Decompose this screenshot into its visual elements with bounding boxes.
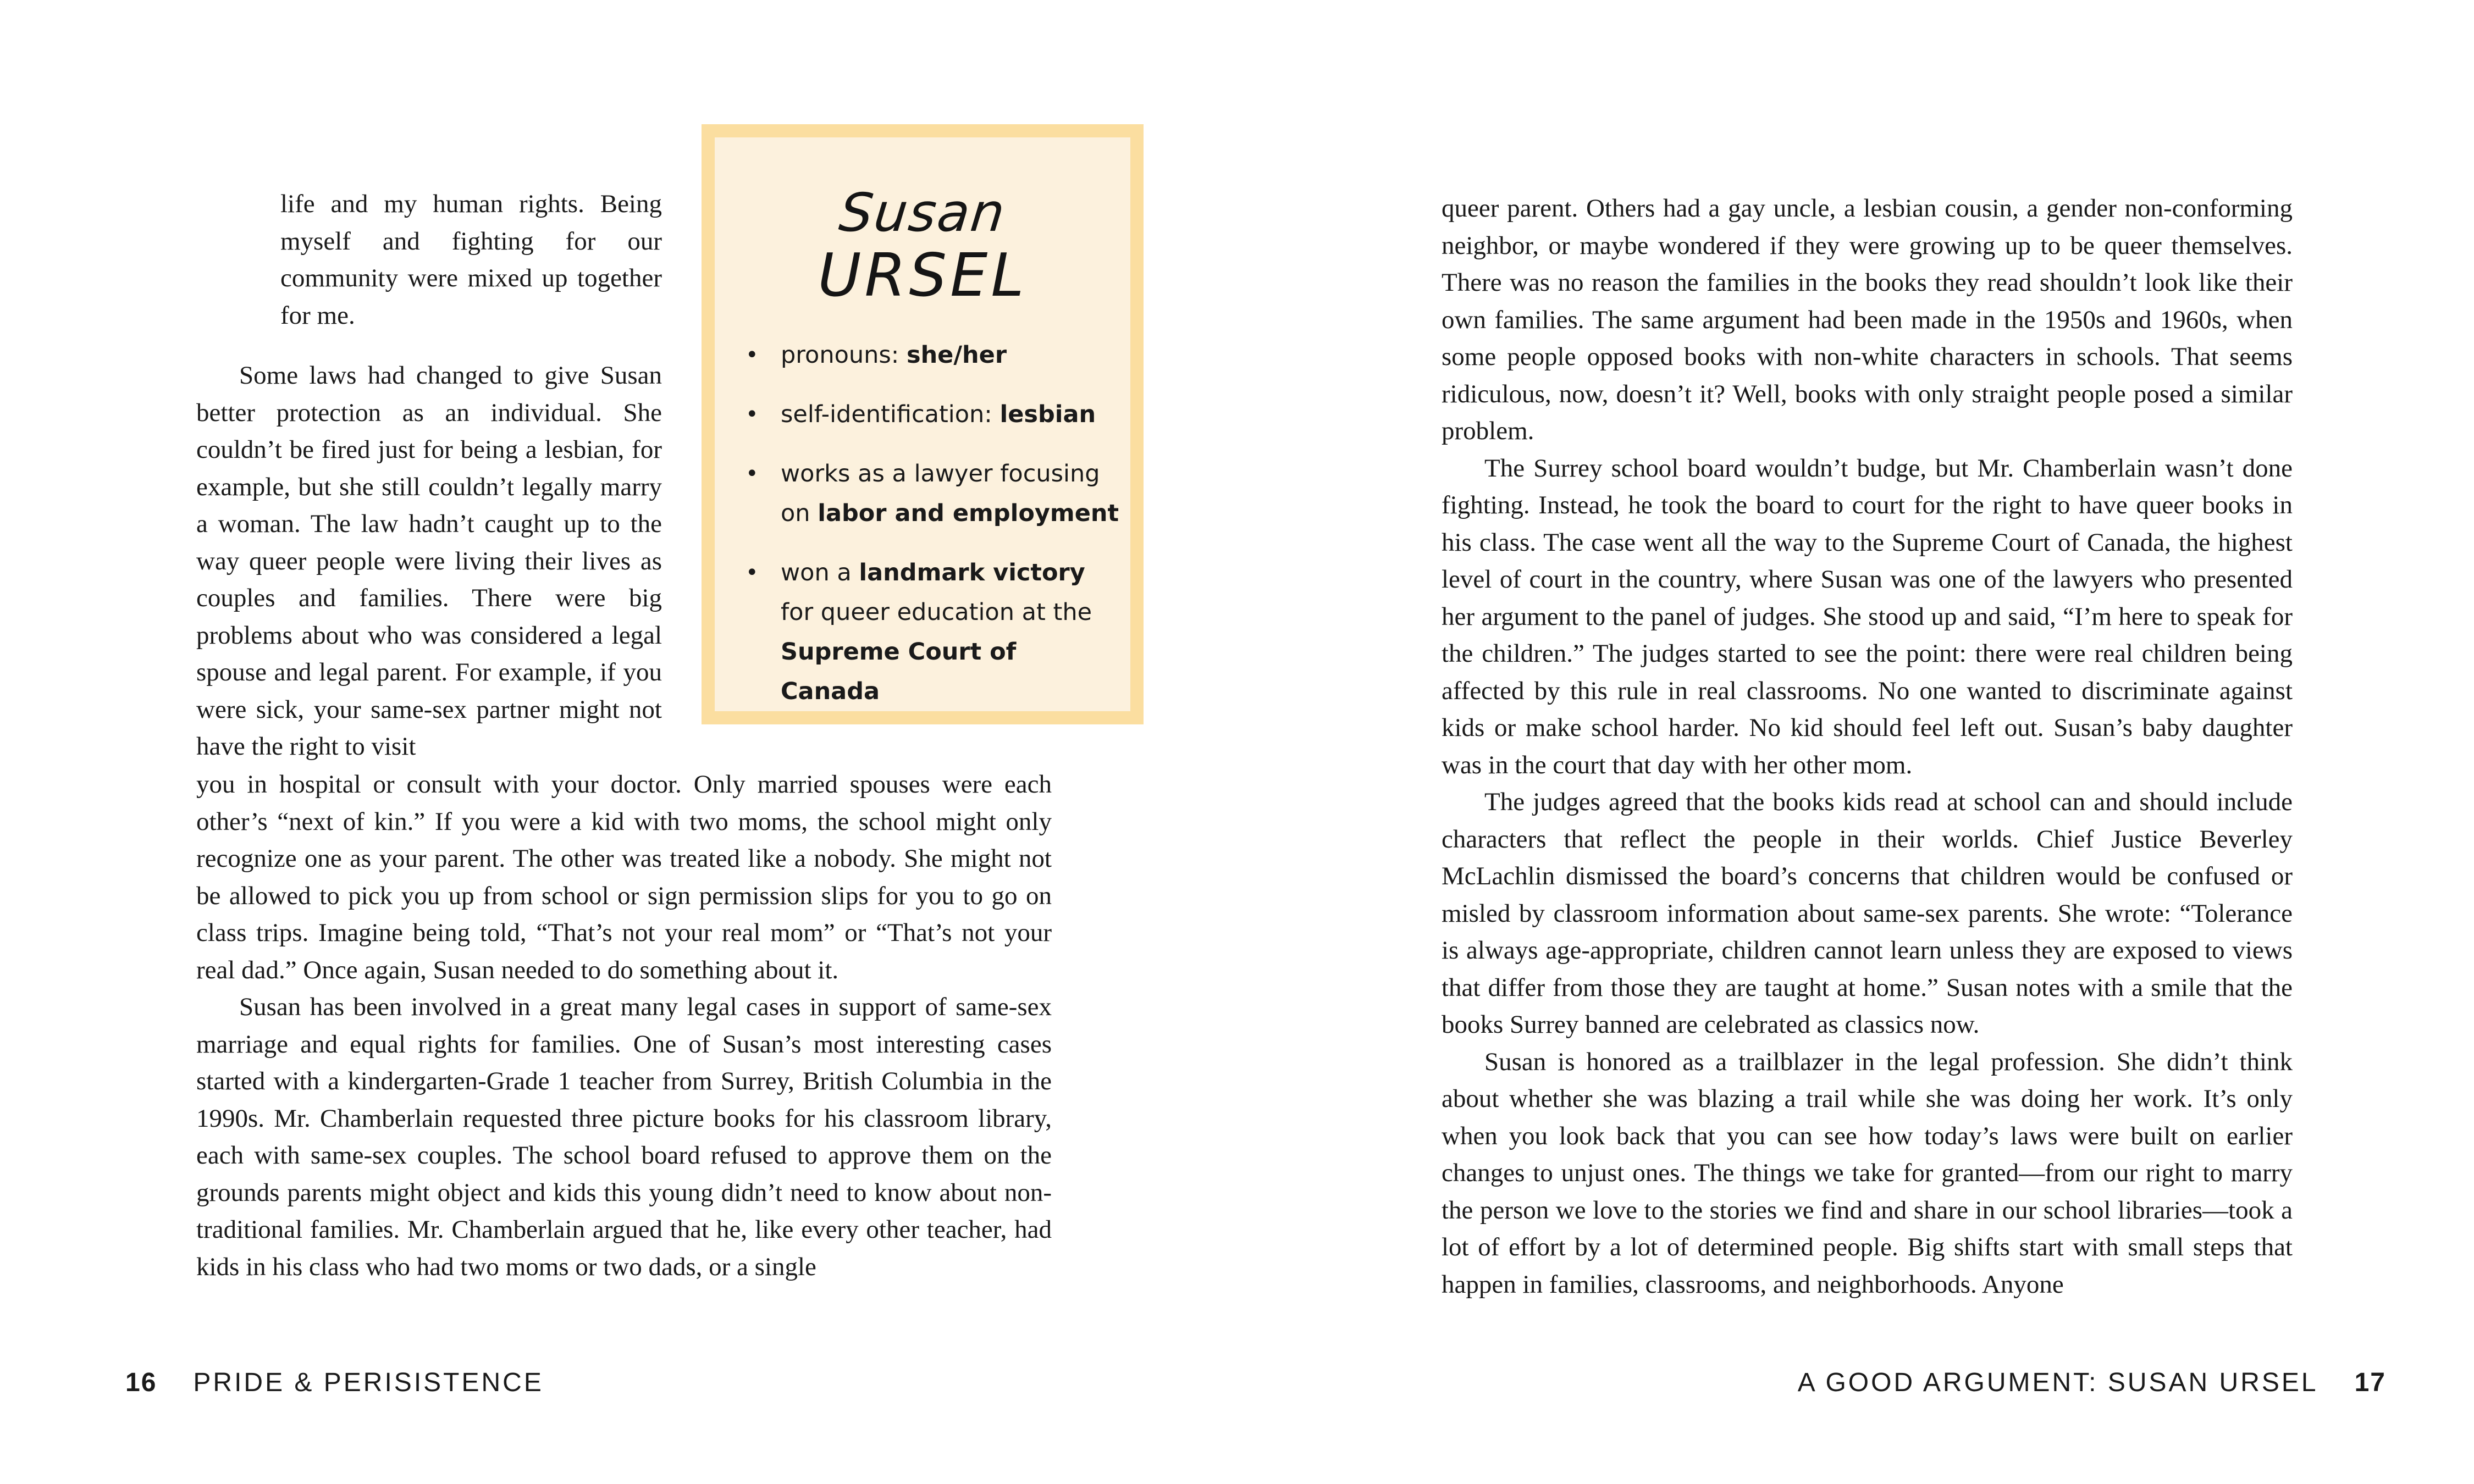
fact-occupation <box>745 454 1119 533</box>
narrow-column <box>196 357 662 766</box>
running-title-right: A GOOD ARGUMENT: SUSAN URSEL <box>1797 1368 2318 1397</box>
paragraph-surrey-board: The Surrey school board wouldn’t budge, but Mr. Chamberlain wasn’t done fighting. Instead, he took the board to court for the right to have queer books in his class. The case went all the way to the Supreme Court of Canada, the highest level of court in the country, where Susan was one of the lawyers who presented her argument to the panel of judges. She stood up and said, “I’m here to speak for the children.” The judges started to see the point: there were real children being affected by this rule in real classrooms. No one wanted to discriminate against kids or make school harder. No kid should feel left out. Susan’s baby daughter was in the court that day with her other mom. <box>1442 453 2293 779</box>
fact-label: pronouns: <box>781 341 907 369</box>
fact-value-court: Supreme Court of Canada <box>781 638 1017 705</box>
fact-self-identification <box>745 395 1119 434</box>
fact-value: landmark victory <box>859 559 1085 586</box>
fact-label: works as a lawyer focusing on <box>781 460 1100 527</box>
fact-pronouns <box>745 335 1119 375</box>
paragraph-legal-cases: Susan has been involved in a great many legal cases in support of same-sex marriage and equal rights for families. One of Susan’s most interesting cases started with a kindergarten-Grade 1 teacher from Surrey, British Columbia in the 1990s. Mr. Chamberlain requested three picture books for his classroom library, each with same-sex couples. The school board refused to approve them on the grounds parents might object and kids this young didn’t need to know about non-traditional families. Mr. Chamberlain argued that he, like every other teacher, had kids in his class who had two moms or two dads, or a single <box>196 993 1052 1281</box>
paragraph-queer-parent: queer parent. Others had a gay uncle, a lesbian cousin, a gender non-conforming neighbor, or maybe wondered if they were growing up to be queer themselves. There was no reason the families in the books they read shouldn’t look like their own families. The same argument had been made in the 1950s and 1960s, when some people opposed books with non-white characters in schools. That seems ridiculous, now, doesn’t it? Well, books with only straight people posed a similar problem. <box>1442 194 2293 445</box>
paragraph-laws: Some laws had changed to give Susan better protection as an individual. She couldn’t be fired just for being a lesbian, for example, but she still couldn’t legally marry a woman. The law hadn’t caught up to the way queer people were living their lives as couples and families. There were big problems about who was considered a legal spouse and legal parent. For example, if you were sick, your same-sex partner might not have the right to visit <box>196 361 662 761</box>
profile-last-name: URSEL <box>818 241 1028 310</box>
profile-first-name: Susan <box>836 182 1009 243</box>
fact-label: won a <box>781 559 859 586</box>
profile-facts-list <box>745 335 1119 731</box>
bullet-icon: • <box>745 461 759 486</box>
fact-value: labor and employment <box>818 500 1119 527</box>
bullet-icon: • <box>745 342 759 368</box>
bullet-icon: • <box>745 402 759 427</box>
bullet-icon: • <box>745 560 759 585</box>
profile-card <box>702 124 1144 724</box>
right-page <box>1237 0 2474 1484</box>
left-footer <box>125 1367 544 1398</box>
profile-name <box>715 182 1130 309</box>
fact-label: self-identification: <box>781 401 1000 428</box>
page-number-right: 17 <box>2354 1368 2386 1397</box>
fact-value: lesbian <box>999 401 1096 428</box>
right-column <box>1442 190 2293 1303</box>
fact-value: she/her <box>906 341 1007 369</box>
fact-label-continued: for queer education at the <box>781 599 1092 626</box>
running-title-left: PRIDE & PERISISTENCE <box>193 1368 544 1397</box>
paragraph-judges-agreed: The judges agreed that the books kids read at school can and should include characters that reflect the people in their worlds. Chief Justice Beverley McLachlin dismissed the board’s concerns that children would be confused or misled by classroom information about same-sex parents. She wrote: “Tolerance is always age-appropriate, children cannot learn unless they are exposed to views that differ from those they are taught at home.” Susan notes with a smile that the books Surrey banned are celebrated as classics now. <box>1442 788 2293 1039</box>
quote-continuation <box>280 186 662 334</box>
fact-achievement <box>745 553 1119 711</box>
page-number-left: 16 <box>125 1368 157 1397</box>
paragraph-laws-continued: you in hospital or consult with your doctor. Only married spouses were each other’s “next of kin.” If you were a kid with two moms, the school might only recognize one as your parent. The other was treated like a nobody. She might not be allowed to pick you up from school or sign permission slips for you to go on class trips. Imagine being told, “That’s not your real mom” or “That’s not your real dad.” Once again, Susan needed to do something about it. <box>196 770 1052 984</box>
paragraph-trailblazer: Susan is honored as a trailblazer in the legal profession. She didn’t think about whether she was blazing a trail while she was doing her work. It’s only when you look back that you can see how today’s laws were built on earlier changes to unjust ones. The things we take for granted—from our right to marry the person we love to the stories we find and share in our school libraries—took a lot of effort by a lot of determined people. Big shifts start with small steps that happen in families, classrooms, and neighborhoods. Anyone <box>1442 1047 2293 1299</box>
wide-column <box>196 766 1052 1286</box>
quote-text: life and my human rights. Being myself and fighting for our community were mixed up together for me. <box>280 190 662 330</box>
right-footer <box>1798 1367 2386 1398</box>
